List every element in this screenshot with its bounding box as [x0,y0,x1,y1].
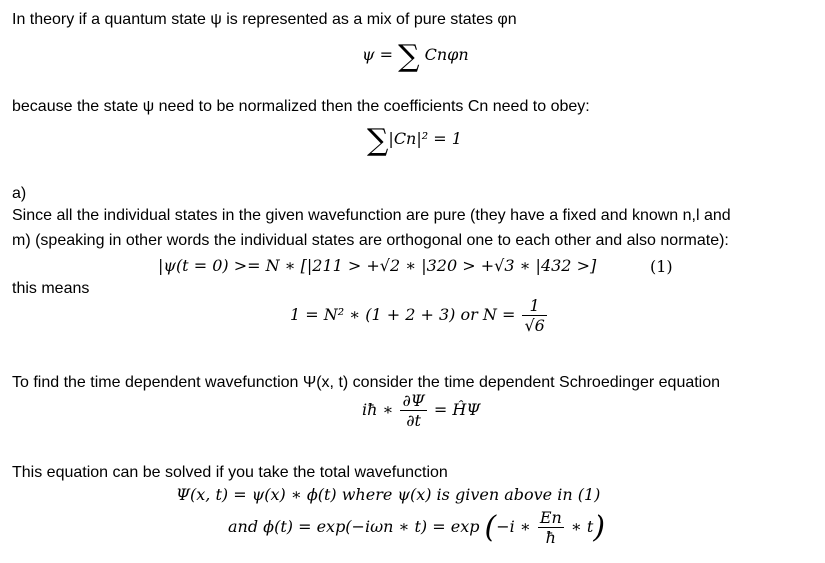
normalization-text: because the state ψ need to be normalized then the coefficients Cn need to obey: [12,98,590,115]
eq-lhs: ψ = [362,45,399,64]
phi-inner: −i ∗ [496,517,536,536]
fraction [538,508,564,547]
norm-lhs: 1 = N² ∗ (1 + 2 + 3) or N = [290,305,521,324]
equation-schroedinger [362,391,480,430]
sum-symbol: ∑ [367,123,389,158]
schr-rhs: = ĤΨ [428,400,481,419]
equation-superposition [362,39,469,74]
paren-close: ) [593,510,606,545]
equation-normalization [367,123,462,158]
time-dependent-text: To find the time dependent wavefunction Ψ(x, t) consider the time dependent Schroedinger equation [12,374,721,391]
this-means-text: this means [12,280,90,297]
sum-symbol: ∑ [398,39,420,74]
equation-total-wavefunction: Ψ(x, t) = ψ(x) ∗ ϕ(t) where ψ(x) is given above in (1) [176,485,601,504]
eq-rhs: Cnφn [419,45,469,64]
part-label: a) [12,185,27,202]
denominator: ∂t [406,411,421,430]
equation-initial-state: |ψ(t = 0) >= N ∗ [|211 > +√2 ∗ |320 > +√3 ∗ |432 >] [158,256,597,275]
schr-lhs: iħ ∗ [362,400,399,419]
eq-body: |Cn|² = 1 [388,129,462,148]
fraction [400,391,426,430]
part-a-text-2: m) (speaking in other words the individual states are orthogonal one to each other and also normate): [12,232,729,249]
phi-lhs: and ϕ(t) = exp(−iωn ∗ t) = exp [228,517,480,536]
denominator: ħ [545,528,556,547]
equation-number: (1) [650,257,673,276]
solve-text: This equation can be solved if you take the total wavefunction [12,464,448,481]
equation-norm-constant [290,296,549,335]
denominator: √6 [524,316,545,335]
equation-phase [228,508,605,547]
numerator: En [539,508,562,527]
phi-tail: ∗ t [565,517,594,536]
numerator: 1 [522,296,546,316]
fraction [522,296,546,335]
numerator: ∂Ψ [402,391,425,410]
paren-open: ( [484,510,497,545]
part-a-text-1: Since all the individual states in the given wavefunction are pure (they have a fixed and known n,l and [12,207,731,224]
intro-line: In theory if a quantum state ψ is represented as a mix of pure states φn [12,11,517,28]
